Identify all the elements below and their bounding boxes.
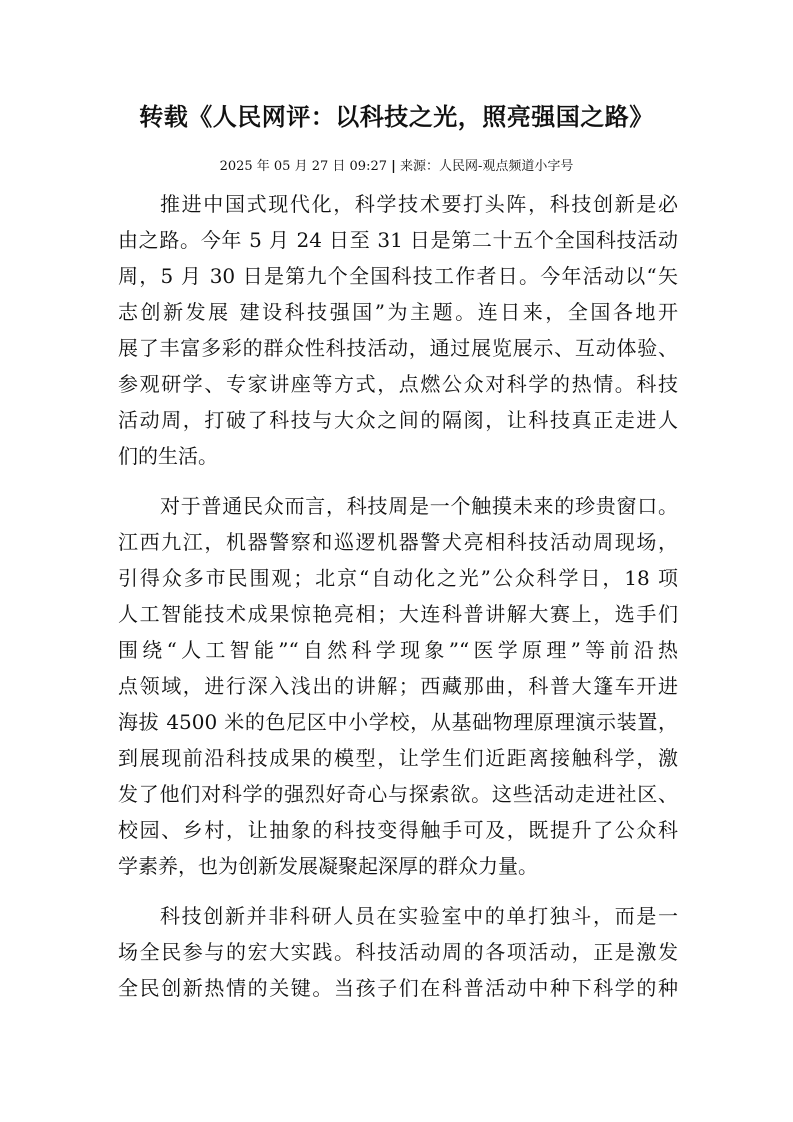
- meta-separator: |: [391, 159, 396, 174]
- publish-date: 2025 年 05 月 27 日 09:27: [219, 159, 387, 174]
- text-line: 江西九江，机器警察和巡逻机器警犬亮相科技活动周现场，: [118, 530, 678, 554]
- text-line: 学素养，也为创新发展凝聚起深厚的群众力量。: [118, 854, 538, 878]
- text-line: 校园、乡村，让抽象的科技变得触手可及，既提升了公众科: [118, 818, 678, 842]
- text-line: 场全民参与的宏大实践。科技活动周的各项活动，正是激发: [118, 940, 678, 964]
- paragraph-1: [118, 186, 678, 474]
- text-line: 展了丰富多彩的群众性科技活动，通过展览展示、互动体验、: [118, 336, 678, 360]
- text-line: 引得众多市民围观；北京“自动化之光”公众科学日，18 项: [118, 566, 678, 590]
- article-body: [118, 186, 678, 1006]
- text-line: 人工智能技术成果惊艳亮相；大连科普讲解大赛上，选手们: [118, 602, 678, 626]
- text-line: 活动周，打破了科技与大众之间的隔阂，让科技真正走进人: [118, 408, 678, 432]
- paragraph-2: [118, 488, 678, 884]
- text-line: 海拔 4500 米的色尼区中小学校，从基础物理原理演示装置，: [118, 710, 678, 734]
- article-source: 来源：人民网-观点频道小字号: [400, 159, 574, 174]
- text-line: 志创新发展 建设科技强国”为主题。连日来，全国各地开: [118, 300, 678, 324]
- text-line: 围绕“人工智能”“自然科学现象”“医学原理”等前沿热: [118, 638, 678, 662]
- text-line: 点领域，进行深入浅出的讲解；西藏那曲，科普大篷车开进: [118, 674, 678, 698]
- article-meta: [0, 158, 793, 176]
- text-line: 全民创新热情的关键。当孩子们在科普活动中种下科学的种: [118, 976, 678, 1000]
- text-line: 到展现前沿科技成果的模型，让学生们近距离接触科学，激: [118, 746, 678, 770]
- text-line: 发了他们对科学的强烈好奇心与探索欲。这些活动走进社区、: [118, 782, 678, 806]
- text-line: 由之路。今年 5 月 24 日至 31 日是第二十五个全国科技活动: [118, 228, 678, 252]
- text-line: 推进中国式现代化，科学技术要打头阵，科技创新是必: [160, 192, 678, 216]
- text-line: 科技创新并非科研人员在实验室中的单打独斗，而是一: [160, 904, 678, 928]
- text-line: 周，5 月 30 日是第九个全国科技工作者日。今年活动以“矢: [118, 264, 678, 288]
- paragraph-3: [118, 898, 678, 1006]
- text-line: 对于普通民众而言，科技周是一个触摸未来的珍贵窗口。: [160, 494, 678, 518]
- text-line: 们的生活。: [118, 444, 218, 468]
- article-title: 转载《人民网评：以科技之光，照亮强国之路》: [139, 103, 654, 131]
- text-line: 参观研学、专家讲座等方式，点燃公众对科学的热情。科技: [118, 372, 678, 396]
